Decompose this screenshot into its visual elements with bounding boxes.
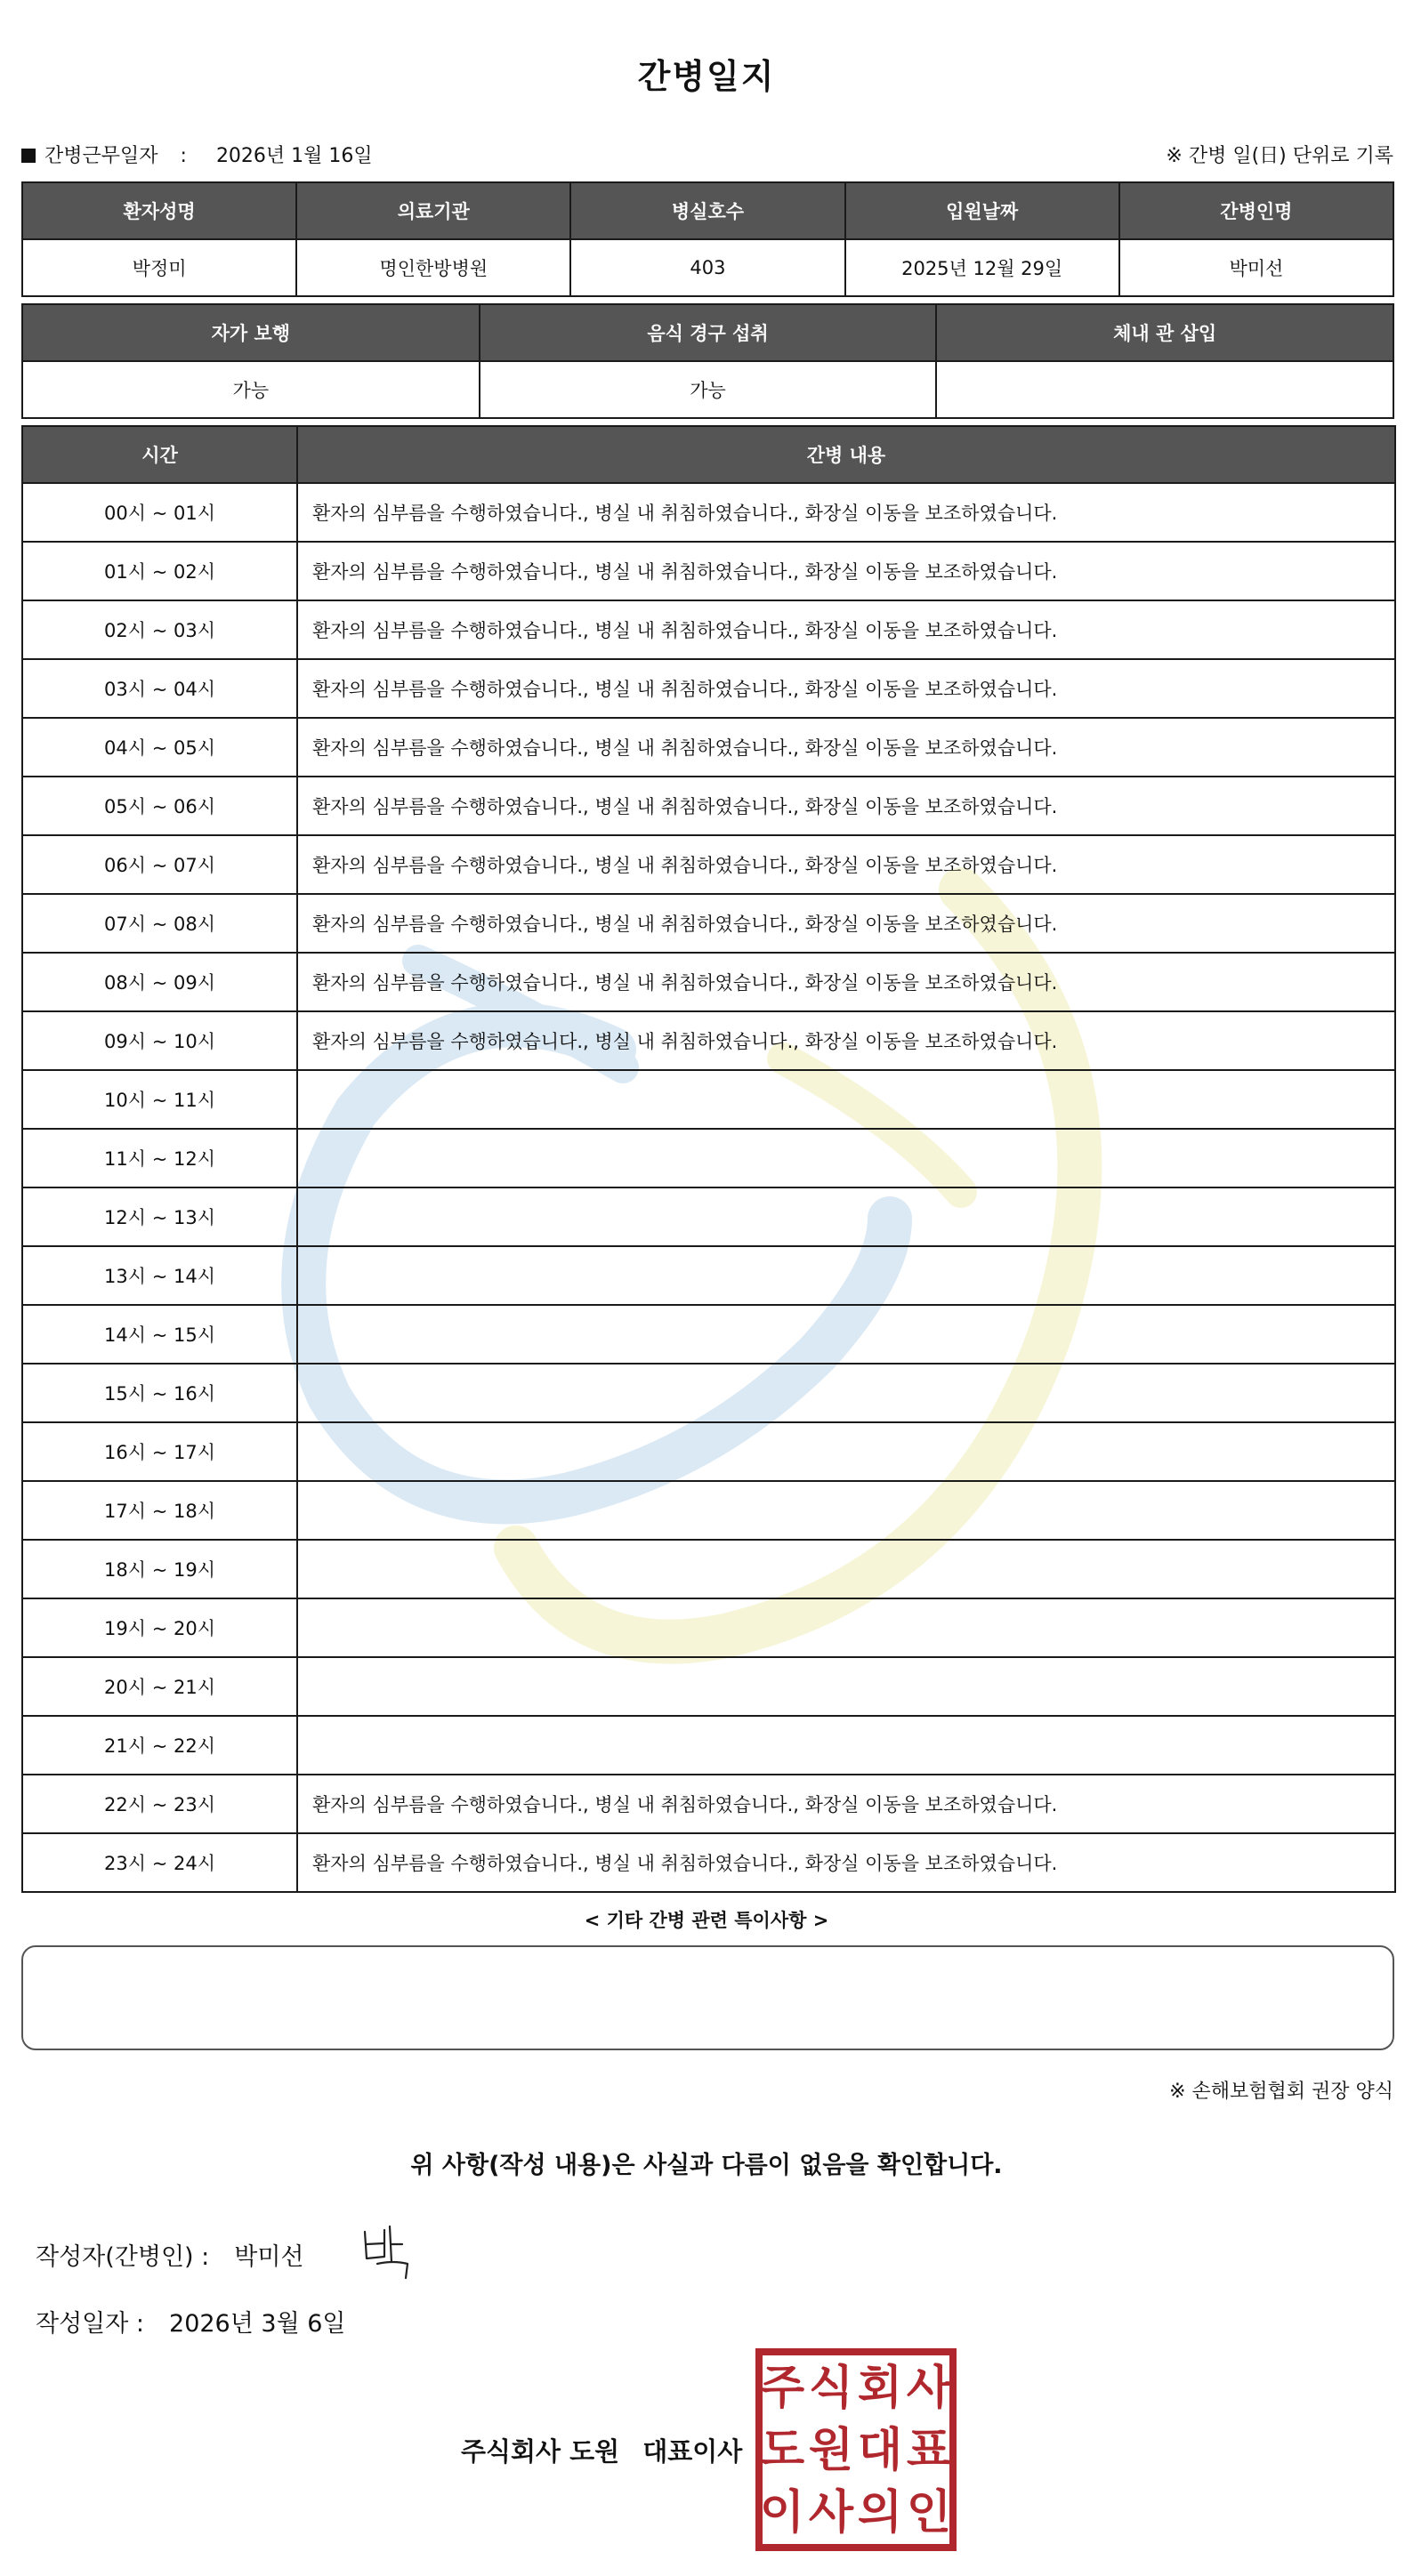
time-cell: 23시 ~ 24시 [22, 1833, 297, 1892]
table-row [22, 777, 1395, 835]
time-cell: 11시 ~ 12시 [22, 1129, 297, 1187]
care-content-cell: 환자의 심부름을 수행하였습니다., 병실 내 취침하였습니다., 화장실 이동을 보조하였습니다. [297, 1833, 1395, 1892]
admission-date-value: 2025년 12월 29일 [845, 239, 1119, 296]
time-cell: 01시 ~ 02시 [22, 542, 297, 600]
writer-field [36, 2237, 304, 2272]
care-content-cell [297, 1305, 1395, 1364]
time-cell: 09시 ~ 10시 [22, 1011, 297, 1070]
care-content-cell: 환자의 심부름을 수행하였습니다., 병실 내 취침하였습니다., 화장실 이동을 보조하였습니다. [297, 600, 1395, 659]
institution-header: 의료기관 [296, 182, 570, 239]
work-date-label: 간병근무일자 [44, 145, 158, 167]
write-date-label: 작성일자 : [36, 2310, 145, 2338]
care-content-cell [297, 1540, 1395, 1598]
care-content-cell: 환자의 심부름을 수행하였습니다., 병실 내 취침하였습니다., 화장실 이동을 보조하였습니다. [297, 1775, 1395, 1833]
square-bullet-icon [21, 149, 36, 163]
table-header-row [22, 426, 1395, 483]
table-row [22, 1598, 1395, 1657]
care-content-cell: 환자의 심부름을 수행하였습니다., 병실 내 취침하였습니다., 화장실 이동을 보조하였습니다. [297, 659, 1395, 718]
care-log-table [21, 425, 1396, 1893]
table-row [22, 1187, 1395, 1246]
table-row [22, 835, 1395, 894]
writer-label: 작성자(간병인) : [36, 2243, 210, 2271]
company-name: 주식회사 도원 [461, 2436, 620, 2467]
care-content-cell: 환자의 심부름을 수행하였습니다., 병실 내 취침하였습니다., 화장실 이동을 보조하였습니다. [297, 777, 1395, 835]
care-content-cell: 환자의 심부름을 수행하였습니다., 병실 내 취침하였습니다., 화장실 이동을 보조하였습니다. [297, 483, 1395, 542]
care-log-body [22, 483, 1395, 1892]
company-signature-line [461, 2432, 742, 2468]
meta-row [21, 141, 1393, 171]
seal-character: 도 [759, 2424, 805, 2477]
seal-character: 사 [808, 2486, 854, 2540]
table-header-row [22, 182, 1393, 239]
table-row [22, 239, 1393, 296]
time-cell: 14시 ~ 15시 [22, 1305, 297, 1364]
table-row [22, 953, 1395, 1011]
table-row [22, 1364, 1395, 1422]
table-row [22, 1422, 1395, 1481]
time-cell: 17시 ~ 18시 [22, 1481, 297, 1540]
care-content-cell: 환자의 심부름을 수행하였습니다., 병실 내 취침하였습니다., 화장실 이동을 보조하였습니다. [297, 1011, 1395, 1070]
caregiver-name-header: 간병인명 [1119, 182, 1393, 239]
table-row [22, 1775, 1395, 1833]
oral-intake-value: 가능 [480, 361, 937, 418]
care-content-cell [297, 1187, 1395, 1246]
notes-box [21, 1945, 1394, 2050]
record-note: ※ 간병 일(日) 단위로 기록 [1166, 145, 1393, 167]
admission-date-header: 입원날짜 [845, 182, 1119, 239]
time-header: 시간 [22, 426, 297, 483]
caregiver-name-value: 박미선 [1119, 239, 1393, 296]
notes-title: < 기타 간병 관련 특이사항 > [584, 1910, 829, 1931]
table-row [22, 1716, 1395, 1775]
institution-value: 명인한방병원 [296, 239, 570, 296]
care-content-cell: 환자의 심부름을 수행하였습니다., 병실 내 취침하였습니다., 화장실 이동을 보조하였습니다. [297, 894, 1395, 953]
recommendation-note: ※ 손해보험협회 권장 양식 [1169, 2081, 1393, 2103]
table-header-row [22, 304, 1393, 361]
time-cell: 07시 ~ 08시 [22, 894, 297, 953]
tube-insertion-header: 체내 관 삽입 [936, 304, 1393, 361]
work-date-value: 2026년 1월 16일 [215, 145, 373, 167]
table-row [22, 483, 1395, 542]
table-row [22, 1070, 1395, 1129]
care-content-cell [297, 1364, 1395, 1422]
care-content-cell: 환자의 심부름을 수행하였습니다., 병실 내 취침하였습니다., 화장실 이동을 보조하였습니다. [297, 835, 1395, 894]
seal-character: 사 [906, 2362, 952, 2415]
time-cell: 19시 ~ 20시 [22, 1598, 297, 1657]
write-date-value: 2026년 3월 6일 [169, 2310, 346, 2338]
patient-name-header: 환자성명 [22, 182, 296, 239]
table-row [22, 600, 1395, 659]
company-seal-stamp [755, 2348, 957, 2551]
seal-character: 이 [759, 2486, 805, 2540]
self-walking-header: 자가 보행 [22, 304, 480, 361]
time-cell: 22시 ~ 23시 [22, 1775, 297, 1833]
care-content-cell: 환자의 심부름을 수행하였습니다., 병실 내 취침하였습니다., 화장실 이동을 보조하였습니다. [297, 953, 1395, 1011]
time-cell: 13시 ~ 14시 [22, 1246, 297, 1305]
care-content-cell [297, 1598, 1395, 1657]
table-row [22, 1833, 1395, 1892]
seal-character: 원 [808, 2424, 854, 2477]
table-row [22, 1011, 1395, 1070]
care-content-cell: 환자의 심부름을 수행하였습니다., 병실 내 취침하였습니다., 화장실 이동을 보조하였습니다. [297, 718, 1395, 777]
work-date-separator: : [180, 145, 187, 167]
time-cell: 04시 ~ 05시 [22, 718, 297, 777]
time-cell: 20시 ~ 21시 [22, 1657, 297, 1716]
seal-character: 인 [906, 2486, 952, 2540]
care-content-cell [297, 1070, 1395, 1129]
seal-character: 주 [759, 2362, 805, 2415]
patient-info-table [21, 181, 1394, 297]
care-content-cell [297, 1246, 1395, 1305]
self-walking-value: 가능 [22, 361, 480, 418]
time-cell: 15시 ~ 16시 [22, 1364, 297, 1422]
time-cell: 12시 ~ 13시 [22, 1187, 297, 1246]
care-content-cell [297, 1716, 1395, 1775]
seal-character: 회 [857, 2362, 903, 2415]
time-cell: 18시 ~ 19시 [22, 1540, 297, 1598]
table-row [22, 659, 1395, 718]
table-row [22, 1305, 1395, 1364]
time-cell: 10시 ~ 11시 [22, 1070, 297, 1129]
table-row [22, 1246, 1395, 1305]
care-content-cell: 환자의 심부름을 수행하였습니다., 병실 내 취침하였습니다., 화장실 이동을 보조하였습니다. [297, 542, 1395, 600]
confirmation-statement: 위 사항(작성 내용)은 사실과 다름이 없음을 확인합니다. [410, 2152, 1003, 2179]
table-row [22, 1540, 1395, 1598]
time-cell: 05시 ~ 06시 [22, 777, 297, 835]
care-content-cell [297, 1129, 1395, 1187]
table-row [22, 1129, 1395, 1187]
room-number-value: 403 [570, 239, 844, 296]
table-row [22, 894, 1395, 953]
time-cell: 21시 ~ 22시 [22, 1716, 297, 1775]
time-cell: 00시 ~ 01시 [22, 483, 297, 542]
patient-name-value: 박정미 [22, 239, 296, 296]
handwritten-signature [358, 2219, 429, 2282]
seal-character: 식 [808, 2362, 854, 2415]
seal-character: 표 [906, 2424, 952, 2477]
seal-character: 대 [857, 2424, 903, 2477]
care-content-cell [297, 1422, 1395, 1481]
work-date-field [21, 141, 373, 168]
table-row [22, 542, 1395, 600]
writer-name: 박미선 [234, 2243, 304, 2271]
page-title: 간병일지 [637, 57, 776, 96]
seal-character: 의 [857, 2486, 903, 2540]
care-content-cell [297, 1481, 1395, 1540]
table-row [22, 1657, 1395, 1716]
table-row [22, 1481, 1395, 1540]
patient-status-table [21, 303, 1394, 419]
room-number-header: 병실호수 [570, 182, 844, 239]
time-cell: 06시 ~ 07시 [22, 835, 297, 894]
time-cell: 08시 ~ 09시 [22, 953, 297, 1011]
table-row [22, 718, 1395, 777]
time-cell: 16시 ~ 17시 [22, 1422, 297, 1481]
table-row [22, 361, 1393, 418]
time-cell: 03시 ~ 04시 [22, 659, 297, 718]
tube-insertion-value [936, 361, 1393, 418]
write-date-field [36, 2304, 346, 2339]
time-cell: 02시 ~ 03시 [22, 600, 297, 659]
company-representative: 대표이사 [642, 2436, 743, 2467]
oral-intake-header: 음식 경구 섭취 [480, 304, 937, 361]
care-content-cell [297, 1657, 1395, 1716]
care-content-header: 간병 내용 [297, 426, 1395, 483]
